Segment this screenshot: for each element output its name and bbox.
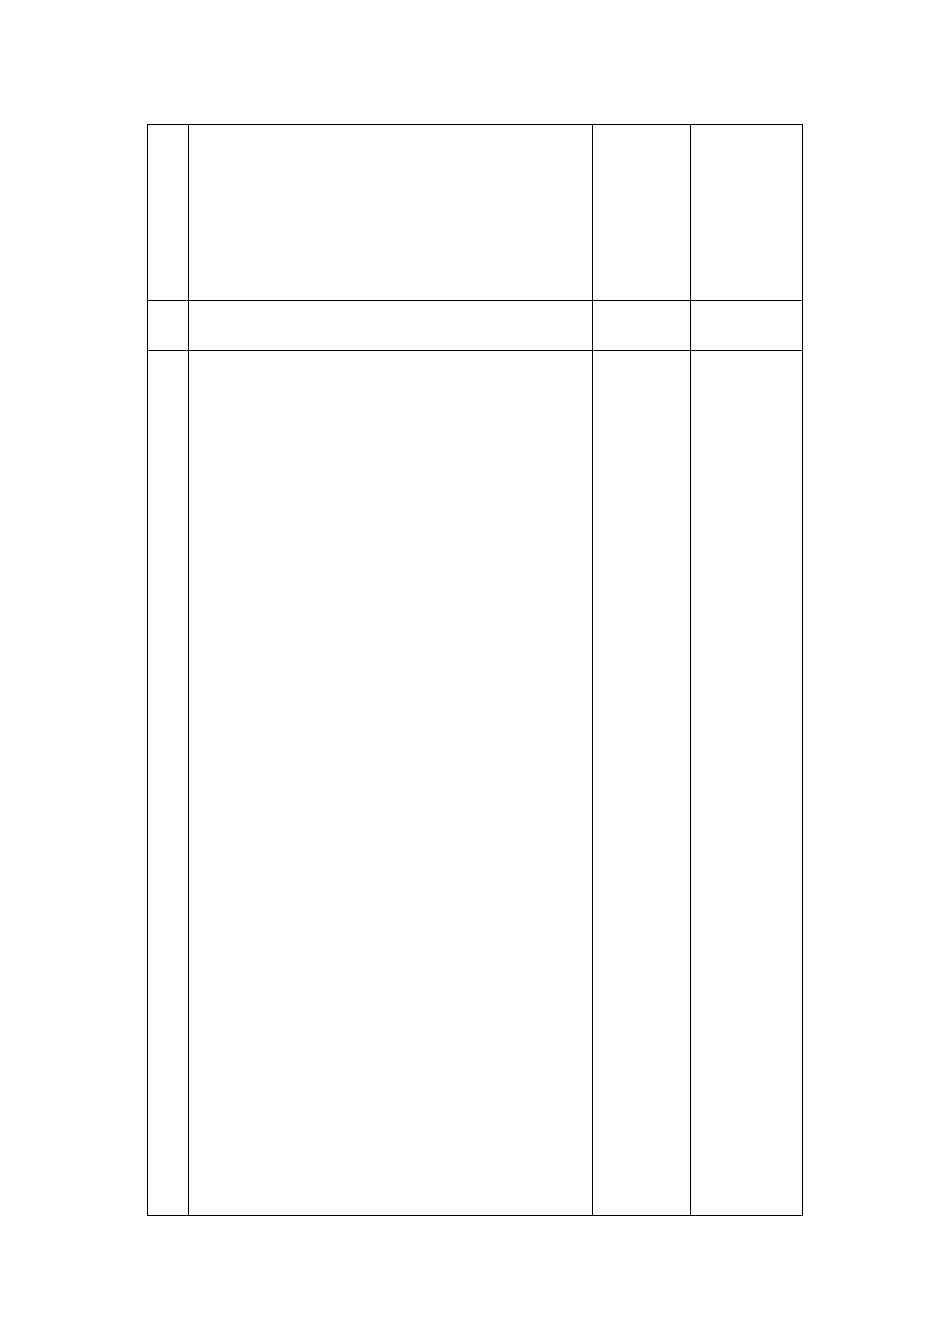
row-divider: [148, 350, 802, 351]
row-divider: [148, 300, 802, 301]
lesson-table: [147, 124, 803, 1216]
student-activity-content: [148, 352, 804, 1212]
